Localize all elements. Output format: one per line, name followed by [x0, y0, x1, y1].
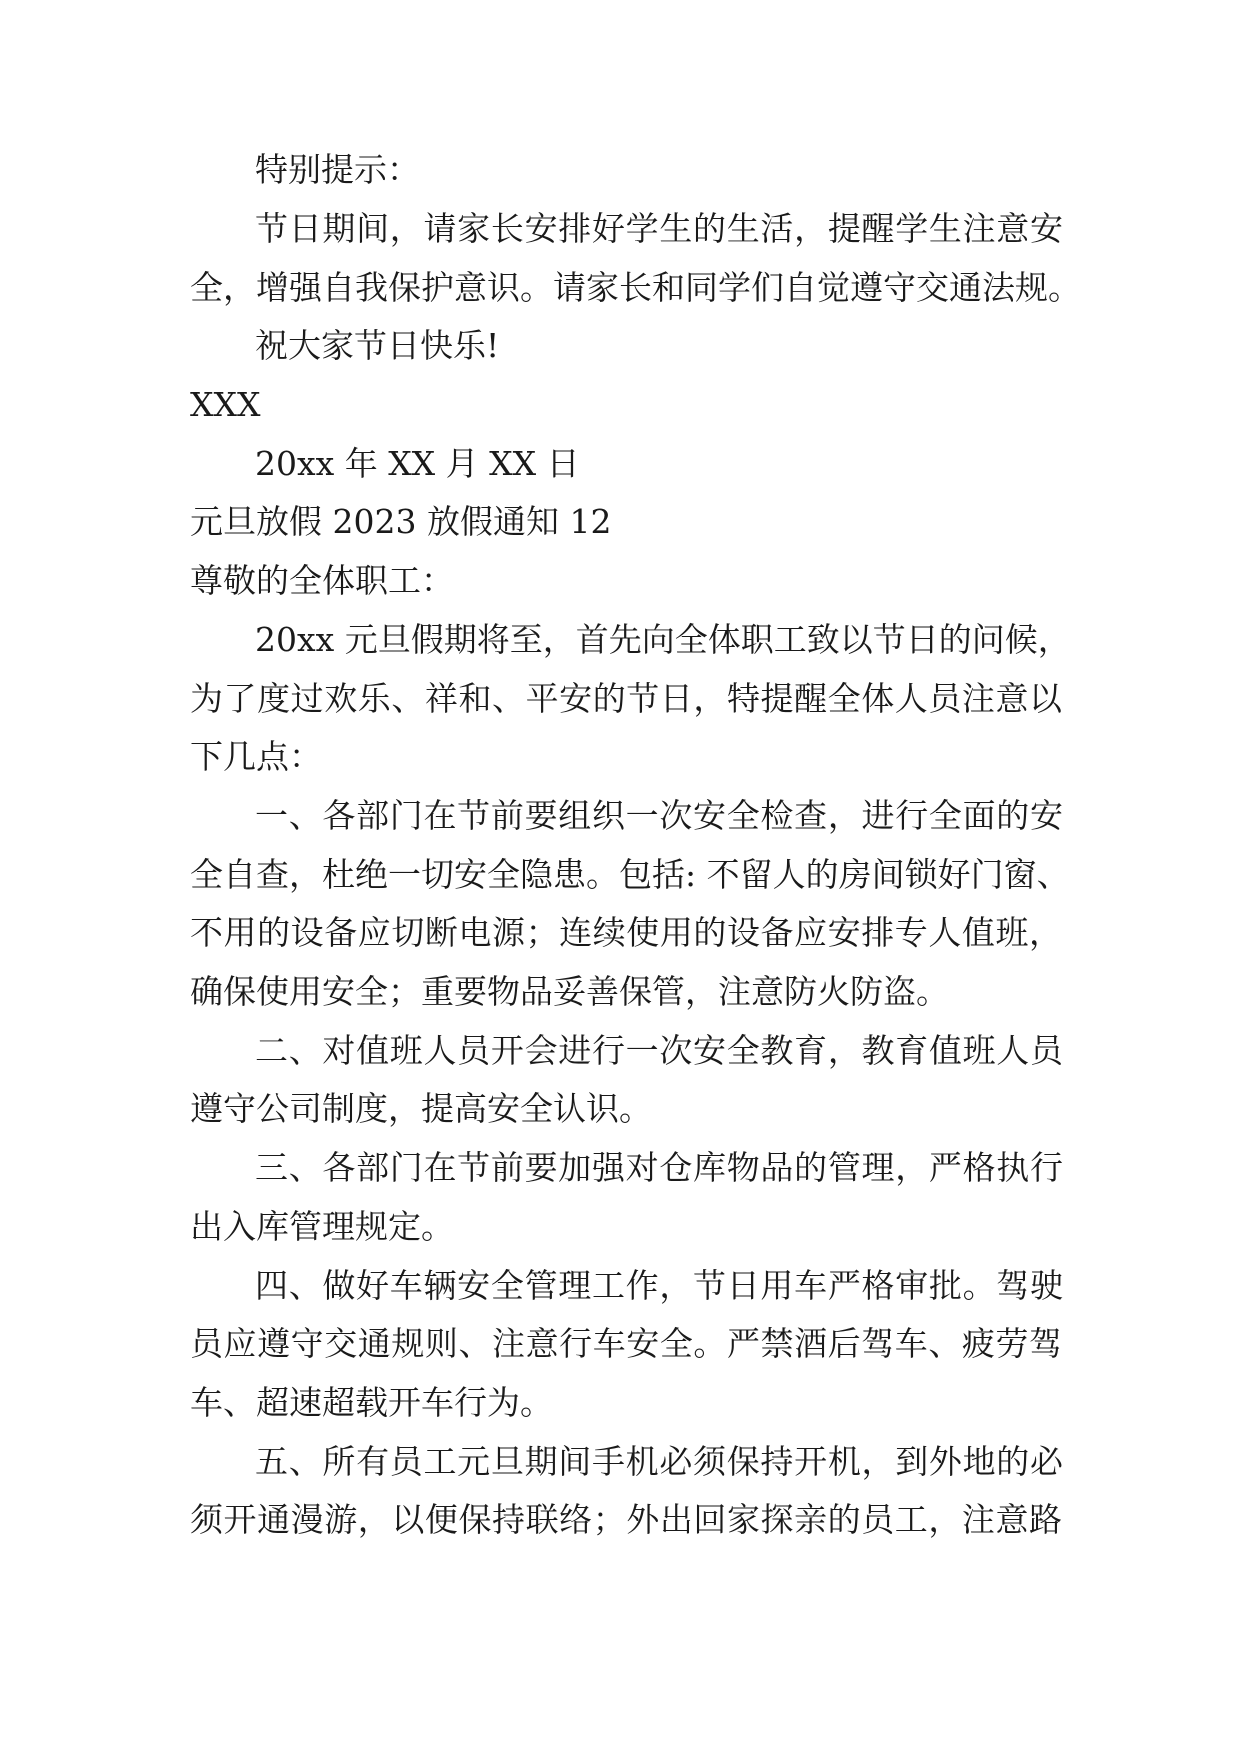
paragraph-line: 员应遵守交通规则、注意行车安全。严禁酒后驾车、疲劳驾	[190, 1324, 1062, 1363]
notice-heading: 特别提示：	[255, 150, 420, 189]
paragraph-line: 四、做好车辆安全管理工作，节日用车严格审批。驾驶	[255, 1266, 1063, 1305]
paragraph-line: 五、所有员工元旦期间手机必须保持开机，到外地的必	[255, 1442, 1063, 1481]
signature-date: 20xx 年 XX 月 XX 日	[255, 444, 580, 483]
paragraph-line: 须开通漫游，以便保持联络；外出回家探亲的员工，注意路	[190, 1500, 1062, 1539]
paragraph-line: 为了度过欢乐、祥和、平安的节日，特提醒全体人员注意以	[190, 679, 1062, 718]
paragraph-line: 20xx 元旦假期将至，首先向全体职工致以节日的问候，	[255, 620, 1071, 659]
section-title: 元旦放假 2023 放假通知 12	[190, 502, 612, 541]
paragraph-line: 下几点：	[190, 737, 322, 776]
paragraph-line: 不用的设备应切断电源；连续使用的设备应安排专人值班，	[190, 913, 1062, 952]
salutation: 尊敬的全体职工：	[190, 561, 454, 600]
paragraph-line: 全，增强自我保护意识。请家长和同学们自觉遵守交通法规。	[190, 268, 1081, 307]
paragraph-line: 节日期间，请家长安排好学生的生活，提醒学生注意安	[255, 209, 1063, 248]
paragraph-line: 出入库管理规定。	[190, 1207, 454, 1246]
signature-name: XXX	[190, 385, 261, 424]
paragraph-line: 一、各部门在节前要组织一次安全检查，进行全面的安	[255, 796, 1063, 835]
paragraph-line: 三、各部门在节前要加强对仓库物品的管理，严格执行	[255, 1148, 1063, 1187]
paragraph-line: 遵守公司制度，提高安全认识。	[190, 1089, 652, 1128]
paragraph-line: 二、对值班人员开会进行一次安全教育，教育值班人员	[255, 1031, 1063, 1070]
paragraph-line: 车、超速超载开车行为。	[190, 1383, 553, 1422]
paragraph-line: 祝大家节日快乐!	[255, 326, 500, 365]
paragraph-line: 全自查，杜绝一切安全隐患。包括: 不留人的房间锁好门窗、	[190, 855, 1070, 894]
paragraph-line: 确保使用安全；重要物品妥善保管，注意防火防盗。	[190, 972, 949, 1011]
